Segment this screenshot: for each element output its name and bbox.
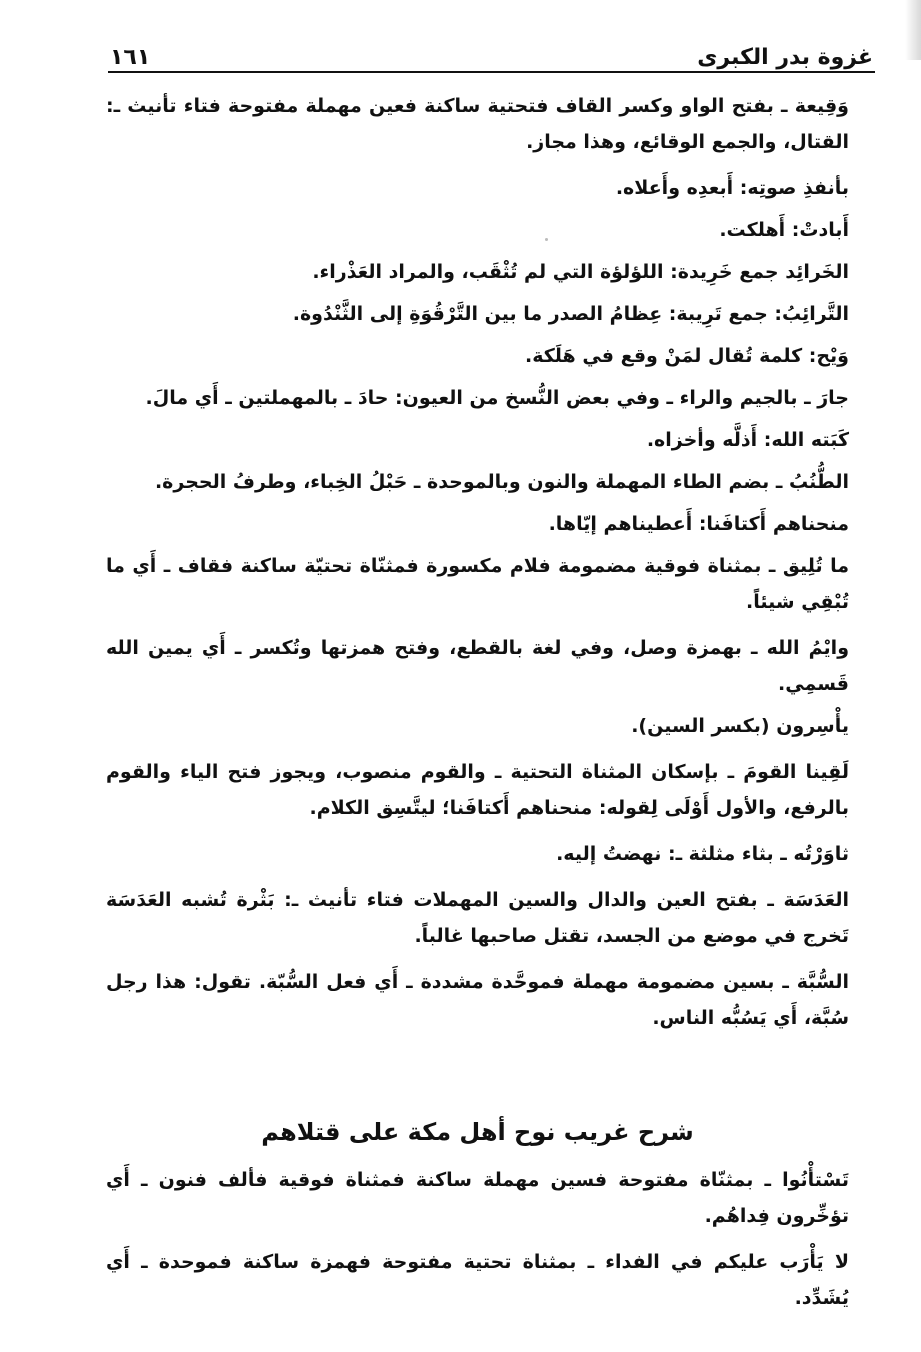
page-number: ١٦١ (110, 45, 151, 70)
glossary-entry: يأْسِرون (بكسر السين). (631, 715, 849, 737)
glossary-entry: تَسْتأْنُوا ـ بمثنّاة مفتوحة فسين مهملة ساكنة فمثناة فوقية فألف فنون ـ أَي تؤخِّرون فِداهُم. (106, 1169, 849, 1227)
scan-edge-shadow (905, 0, 921, 60)
glossary-entry: لَقِينا القومَ ـ بإسكان المثناة التحتية ـ والقوم منصوب، ويجوز فتح الياء والقوم بالرفع، والأول أَوْلَى لِقوله: منحناهم أَكتافَنا؛ ليتَّسِق الكلام. (106, 761, 849, 819)
glossary-entry: وايْمُ الله ـ بهمزة وصل، وفي لغة بالقطع، وفتح همزتها وتُكسر ـ أَي يمين الله قَسمِي. (106, 637, 849, 695)
glossary-entry: جارَ ـ بالجيم والراء ـ وفي بعض النُّسخ من العيون: حادَ ـ بالمهملتين ـ أَي مالَ. (145, 387, 849, 409)
glossary-entry: السُّبَّة ـ بسين مضمومة مهملة فموحَّدة مشددة ـ أَي فعل السُّبّة. تقول: هذا رجل سُبَّة، أَي يَسُبُّه الناس. (106, 971, 849, 1029)
glossary-entry: وَقِيعة ـ بفتح الواو وكسر القاف فتحتية ساكنة فعين مهملة مفتوحة فتاء تأنيث ـ: القتال، والجمع الوقائع، وهذا مجاز. (106, 95, 849, 153)
section-heading: شرح غريب نوح أهل مكة على قتلاهم (261, 1118, 694, 1146)
page-header (110, 30, 873, 70)
glossary-entry: التَّرائِبُ: جمع تَرِيبة: عِظامُ الصدر ما بين التَّرْقُوَةِ إلى الثَّنْدُوة. (292, 303, 849, 325)
glossary-entry: أَبادتْ: أَهلكت. (719, 219, 849, 241)
glossary-entry: لا يَأْرَب عليكم في الفداء ـ بمثناة تحتية مفتوحة فهمزة ساكنة فموحدة ـ أَي يُشَدِّد. (106, 1251, 849, 1309)
glossary-entry: الخَرائِد جمع خَرِيدة: اللؤلؤة التي لم تُثْقَب، والمراد العَذْراء. (312, 261, 849, 283)
glossary-entry: كَبَته الله: أَذلَّه وأخزاه. (646, 429, 849, 451)
glossary-entry: منحناهم أَكتافَنا: أَعطيناهم إيّاها. (548, 513, 849, 535)
header-rule (108, 71, 875, 73)
glossary-body-2 (106, 1162, 849, 1326)
glossary-entry: وَيْح: كلمة تُقال لمَنْ وقع في هَلَكة. (524, 345, 849, 367)
glossary-entry: الطُّنُبُ ـ بضم الطاء المهملة والنون وبالموحدة ـ حَبْلُ الخِباء، وطرفُ الحجرة. (154, 471, 849, 493)
glossary-entry: ما تُلِيق ـ بمثناة فوقية مضمومة فلام مكسورة فمثنّاة تحتيّة ساكنة فقاف ـ أَي ما تُبْقِي شيئاً. (106, 555, 849, 613)
glossary-entry: العَدَسَة ـ بفتح العين والدال والسين المهملات فتاء تأنيث ـ: بَثْرة تُشبه العَدَسَة تَخرج في موضع من الجسد، تقتل صاحبها غالباً. (106, 889, 849, 947)
glossary-body (106, 88, 849, 1046)
glossary-entry: ثاوَرْتُه ـ بثاء مثلثة ـ: نهضتُ إليه. (556, 843, 849, 865)
running-title: غزوة بدر الكبرى (697, 45, 873, 70)
glossary-entry: بأنفذِ صوتِه: أَبعدِه وأَعلاه. (615, 177, 849, 199)
